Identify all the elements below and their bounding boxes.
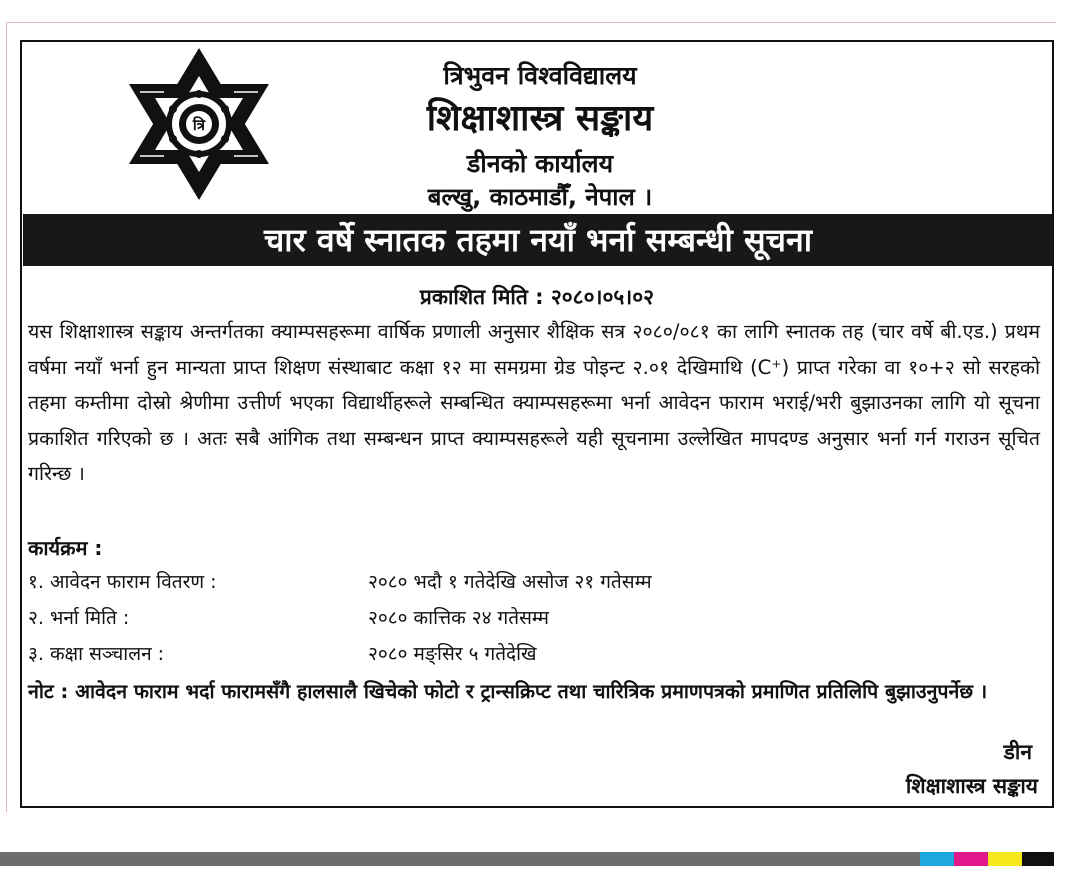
program-item-value: २०८० भदौ १ गतेदेखि असोज २१ गतेसम्म xyxy=(368,571,652,593)
page-left-rule xyxy=(6,22,7,812)
program-item xyxy=(28,568,1028,604)
program-item-label: १. आवेदन फाराम वितरण : xyxy=(28,571,217,593)
program-item-label: ३. कक्षा सञ्चालन : xyxy=(28,643,165,665)
office-name: डीनको कार्यालय xyxy=(466,149,614,178)
notice-title-banner: चार वर्षे स्नातक तहमा नयाँ भर्ना सम्बन्धी सूचना xyxy=(23,214,1053,266)
notice-note: नोट : आवेदन फाराम भर्दा फारामसँगै हालसालै खिचेको फोटो र ट्रान्सक्रिप्ट तथा चारित्रिक प्रमाणपत्रको प्रमाणित प्रतिलिपि बुझाउनुपर्नेछ । xyxy=(28,680,988,703)
faculty-name: शिक्षाशास्त्र सङ्काय xyxy=(426,98,654,139)
program-title: कार्यक्रम : xyxy=(28,536,103,560)
signature-faculty: शिक्षाशास्त्र सङ्काय xyxy=(905,774,1038,798)
program-item xyxy=(28,604,1028,640)
cyan-swatch xyxy=(920,852,954,866)
yellow-swatch xyxy=(988,852,1022,866)
print-gray-bar xyxy=(0,852,920,866)
emblem-seal-letter: त्रि xyxy=(192,116,206,134)
program-item xyxy=(28,640,1028,676)
program-item-value: २०८० कात्तिक २४ गतेसम्म xyxy=(368,607,549,629)
office-address: बल्खु, काठमाडौँ, नेपाल । xyxy=(427,183,653,211)
black-swatch xyxy=(1022,852,1054,866)
tribhuvan-university-emblem-icon xyxy=(118,46,280,202)
university-name: त्रिभुवन विश्वविद्यालय xyxy=(443,61,637,90)
program-item-label: २. भर्ना मिति : xyxy=(28,607,130,629)
notice-body-paragraph: यस शिक्षाशास्त्र सङ्काय अन्तर्गतका क्याम्पसहरूमा वार्षिक प्रणाली अनुसार शैक्षिक सत्र २०८०/०८१ का लागि स्नातक तह (चार वर्षे बी.एड.) प्रथम वर्षमा नयाँ भर्ना हुन मान्यता प्राप्त शिक्षण संस्थाबाट कक्षा १२ मा समग्रमा ग्रेड पोइन्ट २.०१ देखिमाथि (C⁺) प्राप्त गरेका वा १०+२ सो सरहको तहमा कम्तीमा दोस्रो श्रेणीमा उत्तीर्ण भएका विद्यार्थीहरूले सम्बन्धित क्याम्पसहरूमा भर्ना आवेदन फाराम भराई/भरी बुझाउनका लागि यो सूचना प्रकाशित गरिएको छ । अतः सबै आंगिक तथा सम्बन्धन प्राप्त क्याम्पसहरूले यही सूचनामा उल्लेखित मापदण्ड अनुसार भर्ना गर्न गराउन सूचित गरिन्छ । xyxy=(28,320,1040,485)
magenta-swatch xyxy=(954,852,988,866)
program-item-value: २०८० मङ्सिर ५ गतेदेखि xyxy=(368,643,537,665)
published-date: प्रकाशित मिति : २०८०।०५।०२ xyxy=(419,285,655,309)
signature-title: डीन xyxy=(1003,740,1032,764)
page-top-rule xyxy=(6,22,1056,23)
